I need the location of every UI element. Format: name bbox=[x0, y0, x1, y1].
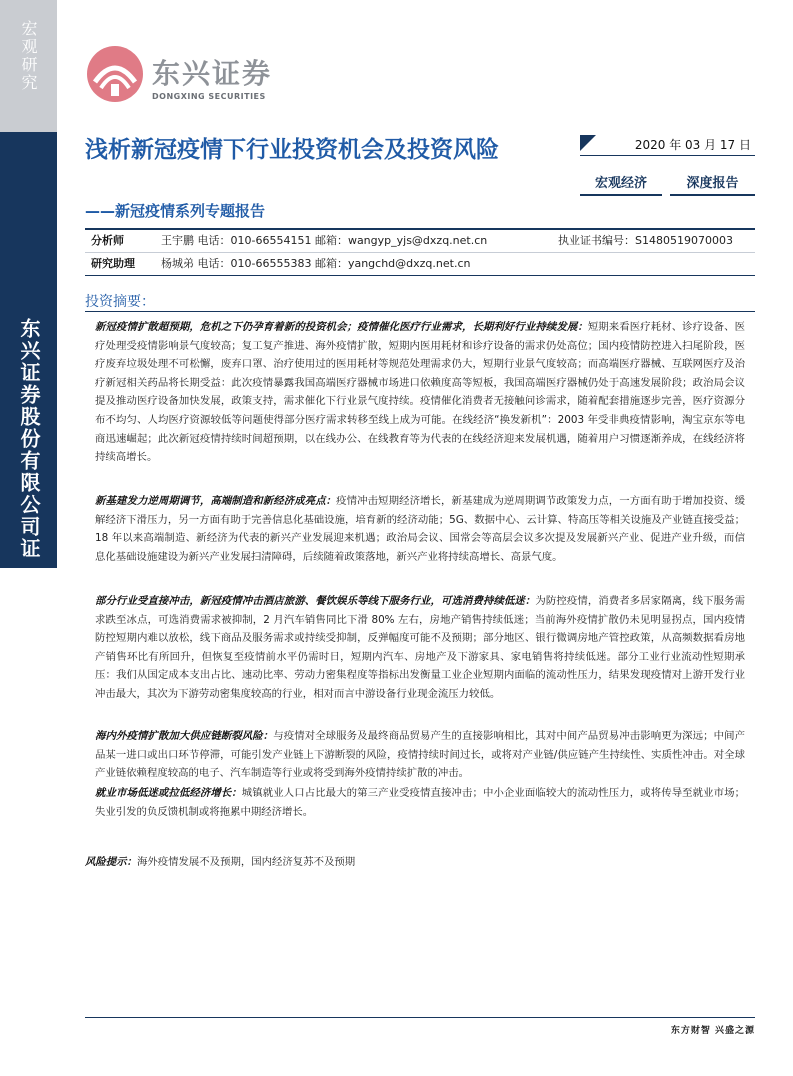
summary-heading: 投资摘要： bbox=[85, 294, 155, 310]
paragraph-body: 短期来看医疗耗材、诊疗设备、医疗处理受疫情影响景气度较高；复工复产推进、海外疫情扩散，短期内医用耗材和诊疗设备的需求仍处高位；国内疫情防控进入扫尾阶段，医疗废弃垃圾处理不可松懈，废弃口罩、治疗使用过的医用耗材等规范处理需求仍大，短期行业景气度较高；而高端医疗器械、互联网医疗及治疗新冠相关药品将长期受益：此次疫情暴露我国高端医疗器械市场进口依赖度高等短板，我国高端医疗器械仍处于高速发展阶段；政治局会议提及推动医疗设备加快发展，政策支持，需求催化下行业景气度持续。疫情催化消费者无接触问诊需求，随着配套措施逐步完善，医疗资源分布不均匀、人均医疗资源较低等问题使得部分医疗需求转移至线上成为可能。在线经济“换发新机”：2003 年受非典疫情影响，淘宝京东等电商迅速崛起；此次新冠疫情持续时间超预期，以在线办公、在线教育等为代表的在线经济迎来发展机遇，随着用户习惯逐渐养成，在线经济将持续高增长。 bbox=[95, 321, 745, 464]
summary-paragraph bbox=[95, 318, 745, 467]
company-logo-icon bbox=[85, 44, 145, 104]
paragraph-body: 为防控疫情，消费者多居家隔离，线下服务需求跌至冰点，可选消费需求被抑制，2 月汽车销售同比下滑 80% 左右，房地产销售持续低迷；当前海外疫情扩散仍未见明显拐点，国内疫情防控短期内难以放松，线下商品及服务需求或持续受抑制，反弹幅度可能不及预期；部分地区、银行微调房地产管控政策，从高频数据看房地产销售环比有所回升，但恢复至疫情前水平仍需时日，短期内汽车、房地产及下游家具、家电销售将持续低迷。部分工业行业流动性短期承压：我们从国定成本支出占比、速动比率、劳动力密集程度等指标出发衡量工业企业短期内面临的流动性压力，结果发现疫情对上游开发行业冲击最大，其次为下游劳动密集度较高的行业，相对而言中游设备行业现金流压力较低。 bbox=[95, 595, 746, 700]
risk-warning bbox=[85, 853, 355, 868]
report-date-box bbox=[580, 135, 755, 156]
sidebar-report-type: 东兴证券股份有限公司证 bbox=[17, 318, 41, 560]
paragraph-lead: 新基建发力逆周期调节，高端制造和新经济成亮点： bbox=[95, 495, 337, 507]
category-tag: 宏观经济 bbox=[580, 174, 662, 196]
sidebar-report-band bbox=[0, 132, 57, 568]
paragraph-lead: 新冠疫情扩散超预期，危机之下仍孕育着新的投资机会；疫情催化医疗行业需求，长期利好行业持续发展： bbox=[95, 321, 588, 333]
summary-paragraph bbox=[95, 727, 745, 783]
report-date: 2020 年 03 月 17 日 bbox=[634, 138, 751, 152]
brand-name: 东兴证券 bbox=[152, 57, 273, 90]
brand-name-english: DONGXING SECURITIES bbox=[152, 92, 266, 101]
triangle-marker-icon bbox=[580, 135, 596, 151]
author-info-table bbox=[85, 228, 755, 276]
author-certificate: 执业证书编号：S1480519070003 bbox=[558, 234, 733, 247]
footer-slogan: 东方财智 兴盛之源 bbox=[670, 1026, 755, 1036]
summary-paragraph bbox=[95, 592, 745, 704]
author-role: 研究助理 bbox=[91, 257, 135, 270]
report-subtitle: ——新冠疫情系列专题报告 bbox=[85, 202, 266, 220]
footer-divider bbox=[85, 1017, 755, 1018]
summary-paragraph bbox=[95, 492, 745, 566]
sidebar-section-band bbox=[0, 0, 57, 132]
sidebar-section-label: 宏观研究 bbox=[19, 20, 38, 92]
paragraph-body: 疫情冲击短期经济增长，新基建成为逆周期调节政策发力点，一方面有助于增加投资、缓解经济下滑压力，另一方面有助于完善信息化基础设施，培育新的经济动能；5G、数据中心、云计算、特高压等相关设施及产业链直接受益；18 年以来高端制造、新经济为代表的新兴产业发展迎来机遇；政治局会议、国常会等高层会议多次提及发展新兴产业、促进产业升级，而信息化基础设施建设为新兴产业发展扫清障碍，后续随着政策落地，新兴产业将持续高增长、高景气度。 bbox=[95, 495, 746, 563]
author-row bbox=[85, 230, 755, 252]
summary-paragraph bbox=[95, 784, 745, 821]
author-role: 分析师 bbox=[91, 234, 124, 247]
risk-text: 海外疫情发展不及预期，国内经济复苏不及预期 bbox=[136, 856, 356, 868]
paragraph-lead: 部分行业受直接冲击，新冠疫情冲击酒店旅游、餐饮娱乐等线下服务行业，可选消费持续低迷： bbox=[95, 595, 536, 607]
report-title: 浅析新冠疫情下行业投资机会及投资风险 bbox=[85, 137, 499, 163]
paragraph-body: 城镇就业人口占比最大的第三产业受疫情直接冲击；中小企业面临较大的流动性压力，或将传导至就业市场；失业引发的负反馈机制或将拖累中期经济增长。 bbox=[95, 787, 745, 818]
paragraph-lead: 海内外疫情扩散加大供应链断裂风险： bbox=[95, 730, 274, 742]
summary-divider bbox=[85, 311, 755, 312]
paragraph-body: 与疫情对全球服务及最终商品贸易产生的直接影响相比，其对中间产品贸易冲击影响更为深远；中间产品某一进口或出口环节停滞，可能引发产业链上下游断裂的风险，疫情持续时间过长，或将对产业链/供应链产生持续性、实质性冲击。对全球产业链依赖程度较高的电子、汽车制造等行业或将受到海外疫情持续扩散的冲击。 bbox=[95, 730, 745, 780]
paragraph-lead: 就业市场低迷或拉低经济增长： bbox=[95, 787, 242, 799]
author-contact: 王宇鹏 电话：010-66554151 邮箱：wangyp_yjs@dxzq.net.cn bbox=[161, 234, 488, 247]
report-type-tag: 深度报告 bbox=[670, 174, 755, 196]
author-row bbox=[85, 252, 755, 275]
risk-label: 风险提示： bbox=[85, 856, 137, 868]
author-contact: 杨城弟 电话：010-66555383 邮箱：yangchd@dxzq.net.cn bbox=[161, 257, 471, 270]
